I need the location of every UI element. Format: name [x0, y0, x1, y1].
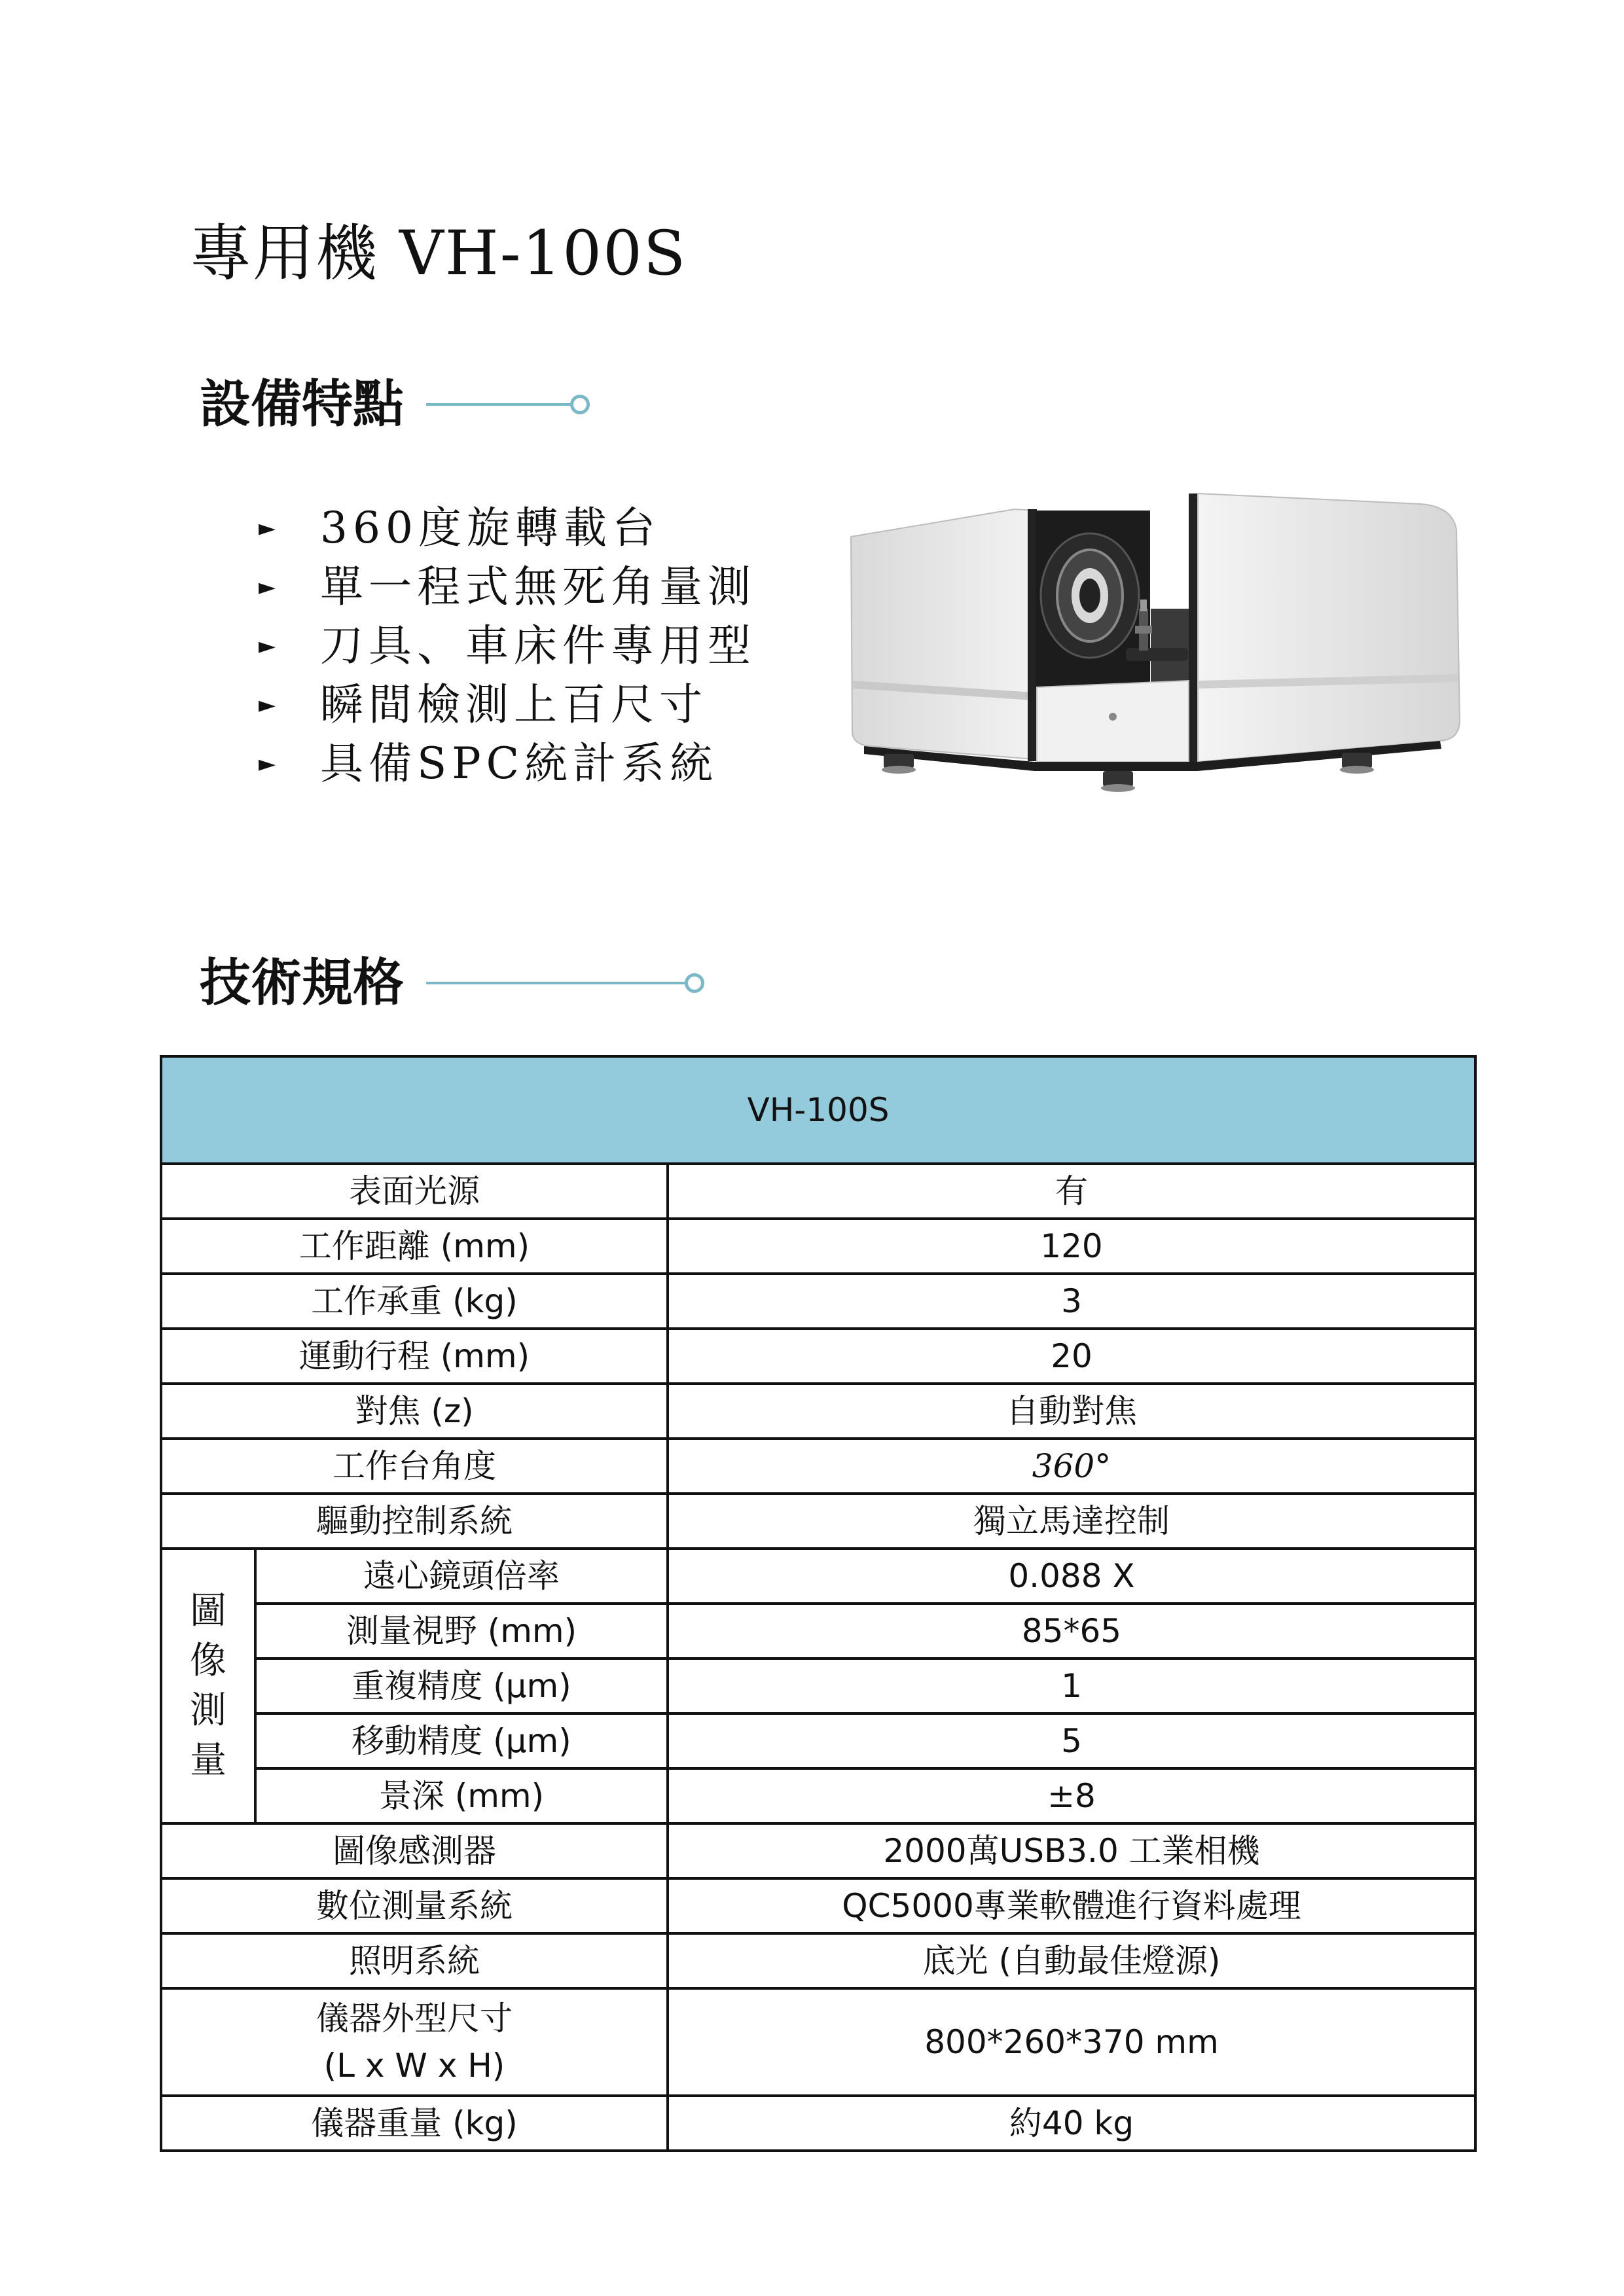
table-row [161, 1164, 1475, 1219]
spec-table [160, 1055, 1477, 2152]
spec-label: 照明系統 [161, 1933, 668, 1988]
feature-item [259, 558, 848, 617]
feature-text: 瞬間檢測上百尺寸 [320, 679, 708, 730]
bullet-arrow-icon: ► [259, 692, 276, 718]
table-row [161, 1494, 1475, 1549]
table-row [161, 1274, 1475, 1329]
table-row [161, 1384, 1475, 1439]
spec-value: 有 [668, 1164, 1475, 1219]
table-row [161, 1439, 1475, 1494]
spec-label: 儀器重量 (kg) [161, 2096, 668, 2151]
spec-label: 對焦 (z) [161, 1384, 668, 1439]
table-row [161, 1768, 1475, 1823]
feature-item [259, 617, 848, 675]
feature-text: 360度旋轉載台 [320, 503, 660, 553]
image-measurement-group-label: 圖 像 測 量 [161, 1549, 255, 1823]
spec-label: 工作承重 (kg) [161, 1274, 668, 1329]
spec-value: 85*65 [668, 1604, 1475, 1659]
bullet-arrow-icon: ► [259, 574, 276, 600]
spec-value: 自動對焦 [668, 1384, 1475, 1439]
spec-value: 0.088 X [668, 1549, 1475, 1604]
spec-value: 360° [668, 1439, 1475, 1494]
specs-section-heading [200, 944, 704, 1022]
spec-value: 20 [668, 1329, 1475, 1384]
table-row [161, 1878, 1475, 1933]
spec-label: 測量視野 (mm) [255, 1604, 668, 1659]
heading-decor-line [426, 982, 685, 984]
table-row [161, 2096, 1475, 2151]
table-row [161, 1933, 1475, 1988]
features-heading: 設備特點 [200, 375, 405, 434]
feature-item [259, 499, 848, 558]
spec-label: 數位測量系統 [161, 1878, 668, 1933]
spec-label: 表面光源 [161, 1164, 668, 1219]
heading-decor-dot [570, 395, 590, 414]
features-section-heading [200, 365, 590, 444]
spec-table-model-header: VH-100S [161, 1056, 1475, 1164]
spec-label: 遠心鏡頭倍率 [255, 1549, 668, 1604]
spec-label: 工作台角度 [161, 1439, 668, 1494]
spec-label: 驅動控制系統 [161, 1494, 668, 1549]
machine-photo [844, 484, 1463, 825]
table-row [161, 1604, 1475, 1659]
spec-value: 3 [668, 1274, 1475, 1329]
feature-item [259, 675, 848, 734]
table-row [161, 1659, 1475, 1713]
spec-value: 約40 kg [668, 2096, 1475, 2151]
feature-list [259, 499, 848, 793]
spec-value: 獨立馬達控制 [668, 1494, 1475, 1549]
feature-item [259, 734, 848, 793]
table-row [161, 1549, 1475, 1604]
heading-decor-dot [685, 973, 704, 993]
table-row [161, 1988, 1475, 2096]
bullet-arrow-icon: ► [259, 515, 276, 541]
spec-label [161, 1988, 668, 2096]
spec-label: 重複精度 (µm) [255, 1659, 668, 1713]
specs-heading: 技術規格 [200, 954, 405, 1013]
table-row [161, 1329, 1475, 1384]
feature-text: 單一程式無死角量測 [320, 562, 756, 612]
spec-label: 運動行程 (mm) [161, 1329, 668, 1384]
spec-value: 1 [668, 1659, 1475, 1713]
feature-text: 具備SPC統計系統 [320, 738, 719, 789]
spec-value: 800*260*370 mm [668, 1988, 1475, 2096]
spec-value: 2000萬USB3.0 工業相機 [668, 1823, 1475, 1878]
dimension-label-line2: (L x W x H) [323, 2047, 505, 2085]
table-row [161, 1713, 1475, 1768]
table-row [161, 1823, 1475, 1878]
spec-label: 景深 (mm) [255, 1768, 668, 1823]
spec-label: 移動精度 (µm) [255, 1713, 668, 1768]
bullet-arrow-icon: ► [259, 633, 276, 659]
heading-decor-line [426, 403, 570, 406]
spec-value: ±8 [668, 1768, 1475, 1823]
spec-value: 120 [668, 1219, 1475, 1274]
bullet-arrow-icon: ► [259, 751, 276, 777]
feature-text: 刀具、車床件專用型 [320, 620, 756, 671]
spec-value: 底光 (自動最佳燈源) [668, 1933, 1475, 1988]
spec-label: 圖像感測器 [161, 1823, 668, 1878]
table-row [161, 1219, 1475, 1274]
spec-value: QC5000專業軟體進行資料處理 [668, 1878, 1475, 1933]
page-title: 專用機 VH-100S [190, 218, 687, 289]
spec-value: 5 [668, 1713, 1475, 1768]
dimension-label-line1: 儀器外型尺寸 [316, 2000, 513, 2037]
spec-label: 工作距離 (mm) [161, 1219, 668, 1274]
